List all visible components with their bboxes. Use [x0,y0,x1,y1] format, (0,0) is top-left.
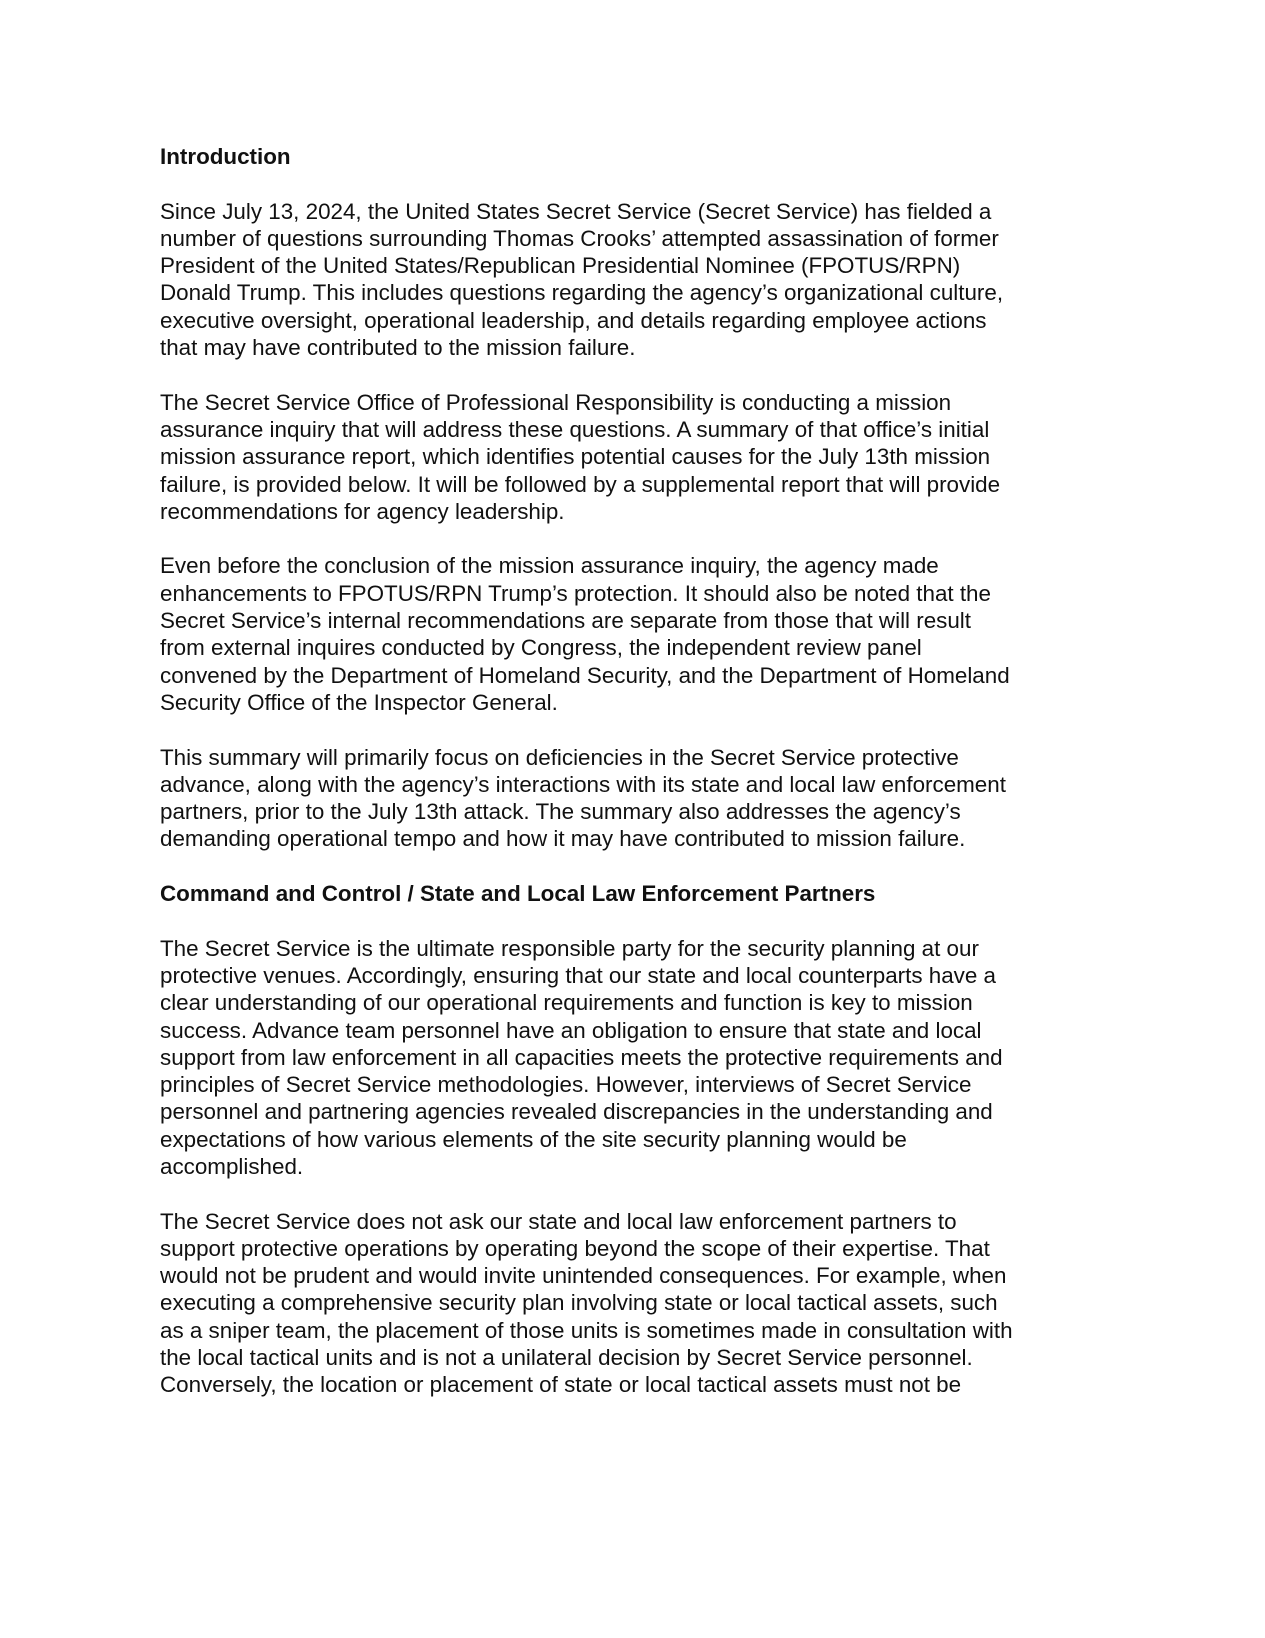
paragraph-line: advance, along with the agency’s interactions with its state and local law enforcement [160,771,1006,797]
paragraph-line: Security Office of the Inspector General. [160,689,558,715]
paragraph-line: executing a comprehensive security plan involving state or local tactical assets, such [160,1290,998,1316]
paragraph [160,744,1120,853]
paragraph-line: principles of Secret Service methodologies. However, interviews of Secret Service [160,1072,972,1098]
paragraph-line: partners, prior to the July 13th attack. The summary also addresses the agency’s [160,799,961,825]
paragraph-line: enhancements to FPOTUS/RPN Trump’s protection. It should also be noted that the [160,580,991,606]
paragraph-line: as a sniper team, the placement of those units is sometimes made in consultation with [160,1317,1013,1343]
paragraph-line: President of the United States/Republican Presidential Nominee (FPOTUS/RPN) [160,253,961,279]
paragraph-line: The Secret Service Office of Professional Responsibility is conducting a mission [160,389,952,415]
paragraph-line: The Secret Service does not ask our state and local law enforcement partners to [160,1208,957,1234]
document-page [160,143,1120,1426]
paragraph-line: clear understanding of our operational requirements and function is key to mission [160,990,973,1016]
paragraph-line: convened by the Department of Homeland Security, and the Department of Homeland [160,662,1010,688]
paragraph-line: This summary will primarily focus on deficiencies in the Secret Service protective [160,744,959,770]
paragraph-line: the local tactical units and is not a unilateral decision by Secret Service personnel. [160,1345,973,1371]
paragraph-line: demanding operational tempo and how it may have contributed to mission failure. [160,826,966,852]
paragraph-line: would not be prudent and would invite unintended consequences. For example, when [160,1263,1007,1289]
paragraph-line: Conversely, the location or placement of state or local tactical assets must not be [160,1372,962,1398]
paragraph-line: recommendations for agency leadership. [160,498,565,524]
section-heading [160,143,1120,170]
paragraph-line: Donald Trump. This includes questions regarding the agency’s organizational culture, [160,280,1004,306]
paragraph-line: personnel and partnering agencies revealed discrepancies in the understanding and [160,1099,993,1125]
paragraph-line: The Secret Service is the ultimate responsible party for the security planning at our [160,935,979,961]
paragraph-line: that may have contributed to the mission failure. [160,335,636,361]
paragraph-line: expectations of how various elements of the site security planning would be [160,1126,907,1152]
paragraph [160,198,1120,362]
paragraph-line: support from law enforcement in all capacities meets the protective requirements and [160,1044,1003,1070]
paragraph-line: Even before the conclusion of the mission assurance inquiry, the agency made [160,553,939,579]
paragraph [160,389,1120,525]
paragraph [160,1208,1120,1399]
heading-text: Introduction [160,144,291,169]
paragraph-line: support protective operations by operating beyond the scope of their expertise. That [160,1235,990,1261]
paragraph-line: assurance inquiry that will address these questions. A summary of that office’s initial [160,416,990,442]
paragraph-line: from external inquires conducted by Congress, the independent review panel [160,635,922,661]
paragraph-line: number of questions surrounding Thomas Crooks’ attempted assassination of former [160,225,999,251]
paragraph-line: mission assurance report, which identifies potential causes for the July 13th mission [160,444,991,470]
paragraph-line: Secret Service’s internal recommendations are separate from those that will result [160,608,971,634]
paragraph-line: failure, is provided below. It will be followed by a supplemental report that will provide [160,471,1001,497]
paragraph-line: success. Advance team personnel have an obligation to ensure that state and local [160,1017,982,1043]
heading-text: Command and Control / State and Local Law Enforcement Partners [160,881,876,907]
paragraph-line: Since July 13, 2024, the United States Secret Service (Secret Service) has fielded a [160,198,992,224]
paragraph-line: executive oversight, operational leadership, and details regarding employee actions [160,307,987,333]
paragraph [160,552,1120,716]
paragraph-line: protective venues. Accordingly, ensuring that our state and local counterparts have a [160,962,996,988]
paragraph [160,935,1120,1181]
section-heading [160,880,1120,907]
paragraph-line: accomplished. [160,1153,304,1179]
